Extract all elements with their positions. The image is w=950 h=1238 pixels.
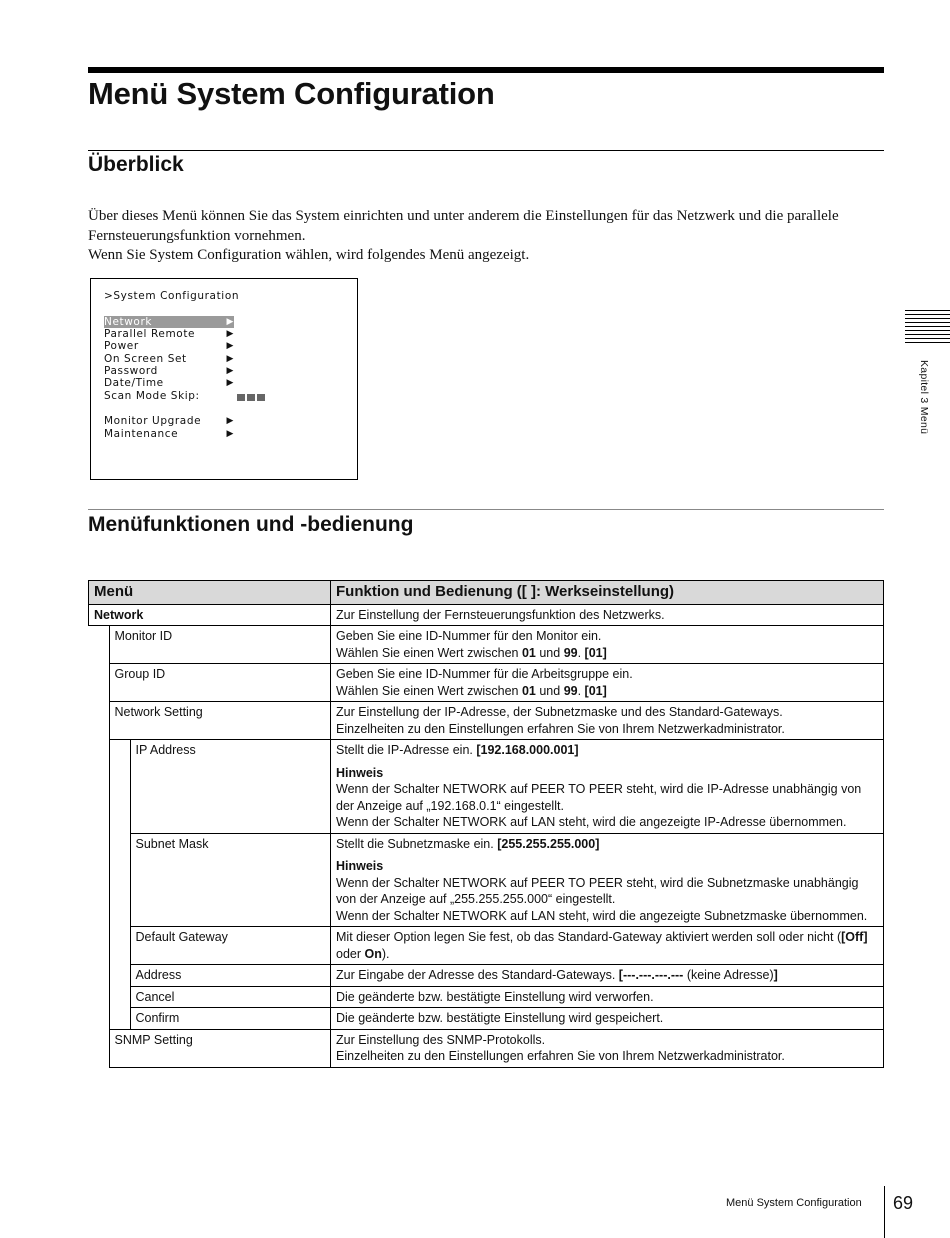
row-label: Network Setting	[109, 702, 331, 740]
arrow-right-icon: ▶	[226, 378, 234, 388]
table-row	[89, 833, 884, 927]
screen-title: >System Configuration	[104, 290, 240, 302]
page-number: 69	[893, 1193, 914, 1213]
scan-mode-skip-indicator	[237, 392, 267, 404]
arrow-right-icon: ▶	[226, 317, 234, 327]
note-heading: Hinweis	[336, 859, 384, 873]
page-title: Menü System Configuration	[88, 76, 495, 111]
table-header-row	[89, 581, 884, 605]
row-label: Subnet Mask	[130, 833, 331, 927]
table-row	[89, 1008, 884, 1030]
column-header-function: Funktion und Bedienung ([ ]: Werkseinstellung)	[331, 581, 884, 605]
row-label: Monitor ID	[109, 626, 331, 664]
intro-paragraph: Über dieses Menü können Sie das System einrichten und unter anderem die Einstellungen für das Netzwerk und die parallele Fernsteuerungsfunktion vornehmen.	[88, 208, 839, 244]
table-row	[89, 1029, 884, 1067]
table-row	[89, 740, 884, 834]
arrow-right-icon: ▶	[226, 354, 234, 364]
row-label: Network	[89, 604, 331, 626]
table-row	[89, 986, 884, 1008]
table-row	[89, 604, 884, 626]
row-description: Stellt die Subnetzmaske ein. [255.255.255.000] Hinweis Wenn der Schalter NETWORK auf PEER TO PEER steht, wird die Subnetzmaske unabhängig von der Anzeige auf „255.255.255.000“ eingestellt. Wenn der Schalter NETWORK auf LAN steht, wird die angezeigte Subnetzmaske übernommen.	[331, 833, 884, 927]
row-description: Die geänderte bzw. bestätigte Einstellung wird verworfen.	[331, 986, 884, 1008]
row-label: Address	[130, 965, 331, 987]
row-label: Default Gateway	[130, 927, 331, 965]
row-label: Group ID	[109, 664, 331, 702]
intro-paragraph: Wenn Sie System Configuration wählen, wird folgendes Menü angezeigt.	[88, 247, 530, 263]
row-description: Zur Eingabe der Adresse des Standard-Gateways. [---.---.---.--- (keine Adresse)]	[331, 965, 884, 987]
screen-item-date-time: Date/Time ▶	[104, 377, 234, 389]
row-description: Stellt die IP-Adresse ein. [192.168.000.001] Hinweis Wenn der Schalter NETWORK auf PEER TO PEER steht, wird die IP-Adresse unabhängig von der Anzeige auf „192.168.0.1“ eingestellt. Wenn der Schalter NETWORK auf LAN steht, wird die angezeigte IP-Adresse übernommen.	[331, 740, 884, 834]
section-rule	[88, 150, 884, 151]
screen-item-parallel-remote: Parallel Remote ▶	[104, 328, 234, 340]
note-heading: Hinweis	[336, 765, 384, 780]
footer-title: Menü System Configuration	[726, 1197, 862, 1209]
title-bar	[88, 67, 884, 73]
screen-item-password: Password ▶	[104, 365, 234, 377]
row-description: Zur Einstellung der IP-Adresse, der Subnetzmaske und des Standard-Gateways. Einzelheiten zu den Einstellungen erfahren Sie von Ihrem Netzwerkadministrator.	[331, 702, 884, 740]
row-description: Zur Einstellung der Fernsteuerungsfunktion des Netzwerks.	[331, 604, 884, 626]
menu-function-table	[88, 580, 884, 1068]
table-row	[89, 664, 884, 702]
arrow-right-icon: ▶	[226, 416, 234, 426]
screen-item-network: Network ▶	[104, 316, 234, 328]
section-heading-functions: Menüfunktionen und -bedienung	[88, 513, 414, 536]
row-description: Mit dieser Option legen Sie fest, ob das Standard-Gateway aktiviert werden soll oder nicht ([Off] oder On).	[331, 927, 884, 965]
chapter-tab	[905, 310, 950, 346]
row-label: SNMP Setting	[109, 1029, 331, 1067]
arrow-right-icon: ▶	[226, 341, 234, 351]
screen-item-scan-mode-skip: Scan Mode Skip:	[104, 390, 200, 402]
column-header-menu: Menü	[89, 581, 331, 605]
section-heading-overview: Überblick	[88, 153, 184, 176]
screen-item-maintenance: Maintenance ▶	[104, 428, 234, 440]
screen-item-on-screen-set: On Screen Set ▶	[104, 353, 234, 365]
row-label: Confirm	[130, 1008, 331, 1030]
footer-divider	[884, 1186, 885, 1238]
row-description: Geben Sie eine ID-Nummer für den Monitor ein. Wählen Sie einen Wert zwischen 01 und 99. [01]	[331, 626, 884, 664]
row-description: Die geänderte bzw. bestätigte Einstellung wird gespeichert.	[331, 1008, 884, 1030]
chapter-label: Kapitel 3 Menü	[918, 360, 930, 435]
menu-screen-illustration	[90, 278, 358, 480]
table-row	[89, 927, 884, 965]
row-label: Cancel	[130, 986, 331, 1008]
table-row	[89, 702, 884, 740]
arrow-right-icon: ▶	[226, 329, 234, 339]
section-rule	[88, 509, 884, 510]
screen-item-power: Power ▶	[104, 340, 234, 352]
table-row	[89, 626, 884, 664]
arrow-right-icon: ▶	[226, 429, 234, 439]
screen-item-monitor-upgrade: Monitor Upgrade ▶	[104, 415, 234, 427]
row-description: Geben Sie eine ID-Nummer für die Arbeitsgruppe ein. Wählen Sie einen Wert zwischen 01 und 99. [01]	[331, 664, 884, 702]
intro-text	[88, 207, 888, 266]
arrow-right-icon: ▶	[226, 366, 234, 376]
row-description: Zur Einstellung des SNMP-Protokolls. Einzelheiten zu den Einstellungen erfahren Sie von Ihrem Netzwerkadministrator.	[331, 1029, 884, 1067]
row-label: IP Address	[130, 740, 331, 834]
table-row	[89, 965, 884, 987]
